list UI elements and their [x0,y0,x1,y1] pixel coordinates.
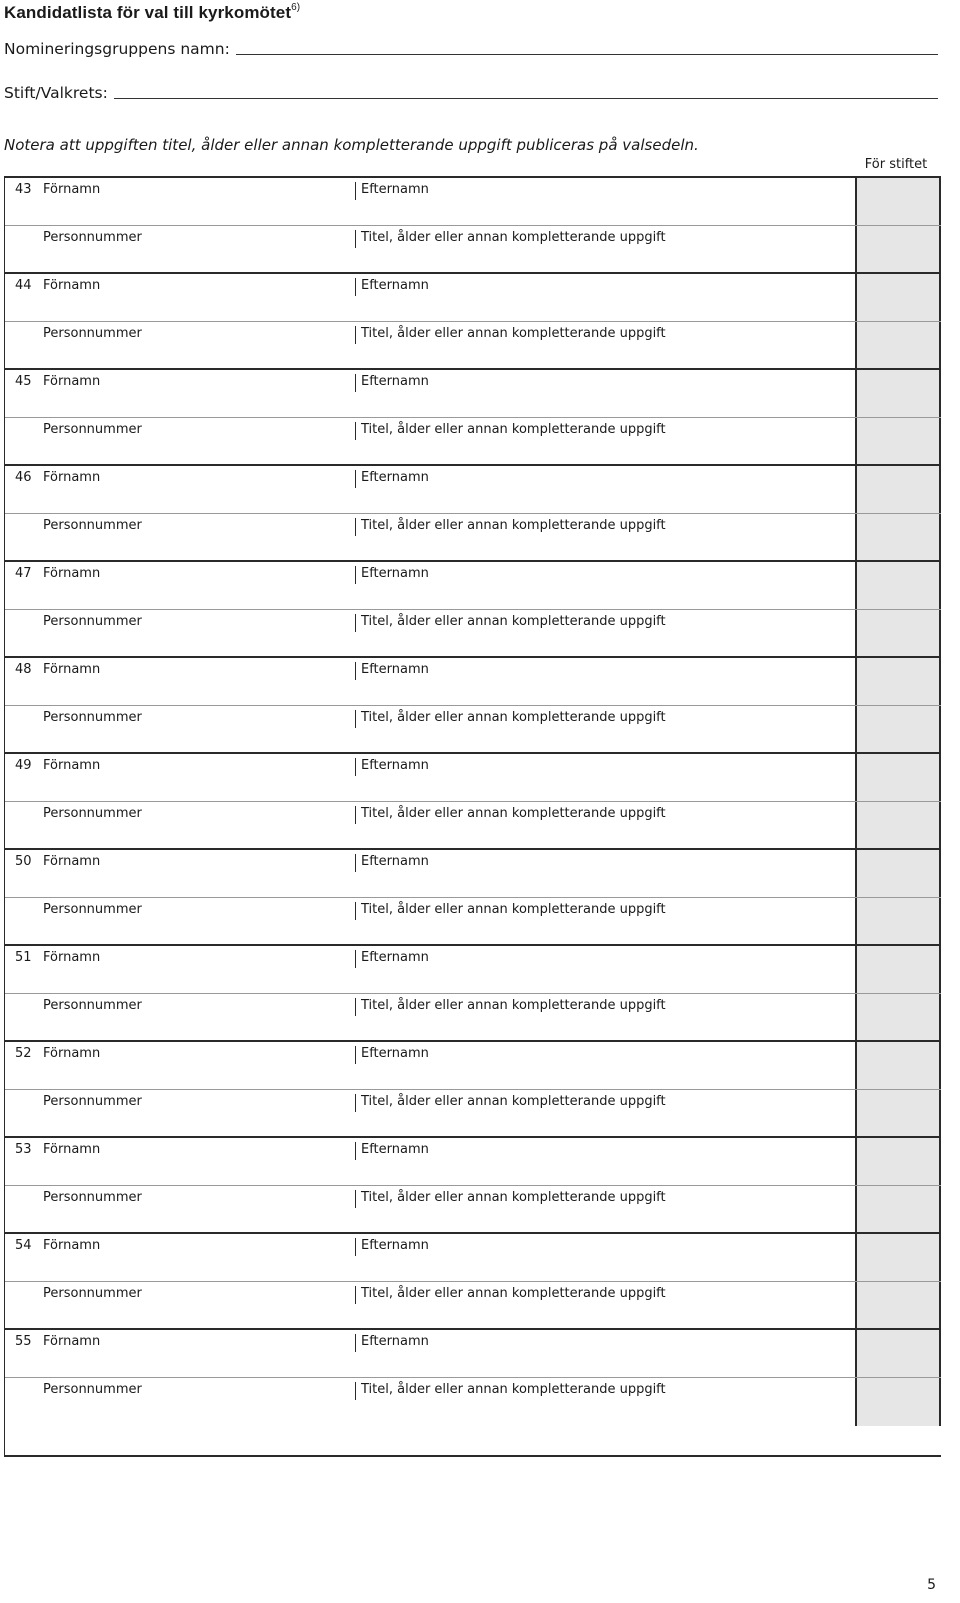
diocese-label: Stift/Valkrets: [4,84,108,102]
candidate-number: 51 [15,950,32,965]
personal-number-label: Personnummer [43,1286,142,1301]
form-title [4,2,300,23]
extra-info-label: Titel, ålder eller annan kompletterande uppgift [361,1382,666,1397]
name-row [5,370,941,418]
office-use-cell [855,610,941,656]
candidate-number: 48 [15,662,32,677]
first-name-label: Förnamn [43,278,101,293]
last-name-label: Efternamn [361,182,429,197]
last-name-label: Efternamn [361,566,429,581]
personal-number-field[interactable] [5,898,355,944]
extra-info-label: Titel, ålder eller annan kompletterande uppgift [361,518,666,533]
name-row [5,1330,941,1378]
office-use-cell [855,514,941,560]
detail-row [5,994,941,1042]
first-name-label: Förnamn [43,758,101,773]
page-number: 5 [927,1577,936,1593]
extra-info-field[interactable] [355,1094,853,1112]
extra-info-field[interactable] [355,998,853,1016]
candidate-entry [5,754,941,850]
form-title-text: Kandidatlista för val till kyrkomötet [4,3,292,22]
last-name-field[interactable] [355,1238,853,1256]
personal-number-field[interactable] [5,802,355,848]
personal-number-label: Personnummer [43,1094,142,1109]
candidate-entry [5,850,941,946]
personal-number-field[interactable] [5,1378,355,1426]
last-name-label: Efternamn [361,470,429,485]
extra-info-field[interactable] [355,326,853,344]
candidate-grid [4,176,941,1457]
last-name-field[interactable] [355,374,853,392]
last-name-field[interactable] [355,662,853,680]
name-row [5,1234,941,1282]
name-row [5,1138,941,1186]
title-footnote: 6) [291,2,301,13]
extra-info-label: Titel, ålder eller annan kompletterande uppgift [361,710,666,725]
detail-row [5,418,941,466]
personal-number-field[interactable] [5,1090,355,1136]
last-name-field[interactable] [355,758,853,776]
personal-number-label: Personnummer [43,902,142,917]
last-name-label: Efternamn [361,1334,429,1349]
detail-row [5,706,941,754]
personal-number-field[interactable] [5,994,355,1040]
name-row [5,466,941,514]
office-use-cell [855,1090,941,1136]
office-use-cell [855,370,941,417]
candidate-number: 46 [15,470,32,485]
first-name-field[interactable] [5,370,355,417]
first-name-label: Förnamn [43,1046,101,1061]
last-name-field[interactable] [355,566,853,584]
extra-info-label: Titel, ålder eller annan kompletterande uppgift [361,1190,666,1205]
last-name-label: Efternamn [361,758,429,773]
personal-number-field[interactable] [5,322,355,368]
detail-row [5,1282,941,1330]
personal-number-label: Personnummer [43,1190,142,1205]
detail-row [5,1090,941,1138]
name-row [5,1042,941,1090]
extra-info-field[interactable] [355,806,853,824]
diocese-row [4,84,938,102]
last-name-label: Efternamn [361,854,429,869]
first-name-label: Förnamn [43,1238,101,1253]
extra-info-field[interactable] [355,1190,853,1208]
extra-info-field[interactable] [355,710,853,728]
extra-info-label: Titel, ålder eller annan kompletterande uppgift [361,902,666,917]
office-use-cell [855,418,941,464]
personal-number-field[interactable] [5,226,355,272]
office-use-cell [855,322,941,368]
detail-row [5,322,941,370]
name-row [5,562,941,610]
extra-info-field[interactable] [355,1382,853,1400]
first-name-field[interactable] [5,178,355,225]
first-name-label: Förnamn [43,566,101,581]
office-use-cell [855,226,941,272]
extra-info-label: Titel, ålder eller annan kompletterande uppgift [361,326,666,341]
candidate-entry [5,1330,941,1426]
detail-row [5,898,941,946]
first-name-field[interactable] [5,274,355,321]
first-name-label: Förnamn [43,854,101,869]
candidate-number: 49 [15,758,32,773]
extra-info-field[interactable] [355,614,853,632]
office-use-cell [855,178,941,225]
candidate-number: 47 [15,566,32,581]
office-use-cell [855,850,941,897]
personal-number-field[interactable] [5,706,355,752]
candidate-entry [5,1138,941,1234]
candidate-number: 53 [15,1142,32,1157]
extra-info-label: Titel, ålder eller annan kompletterande uppgift [361,614,666,629]
detail-row [5,802,941,850]
office-use-cell [855,562,941,609]
personal-number-label: Personnummer [43,1382,142,1397]
office-use-cell [855,1330,941,1377]
personal-number-label: Personnummer [43,710,142,725]
extra-info-field[interactable] [355,230,853,248]
detail-row [5,226,941,274]
first-name-label: Förnamn [43,662,101,677]
last-name-field[interactable] [355,278,853,296]
first-name-field[interactable] [5,1042,355,1089]
last-name-field[interactable] [355,1046,853,1064]
first-name-label: Förnamn [43,950,101,965]
candidate-entry [5,370,941,466]
office-use-cell [855,1282,941,1328]
office-use-cell [855,1042,941,1089]
name-row [5,850,941,898]
office-use-cell [855,802,941,848]
extra-info-label: Titel, ålder eller annan kompletterande uppgift [361,230,666,245]
candidate-number: 43 [15,182,32,197]
extra-info-field[interactable] [355,422,853,440]
extra-info-label: Titel, ålder eller annan kompletterande uppgift [361,422,666,437]
last-name-field[interactable] [355,182,853,200]
extra-info-field[interactable] [355,1286,853,1304]
office-use-cell [855,994,941,1040]
office-use-cell [855,1138,941,1185]
first-name-field[interactable] [5,1234,355,1281]
last-name-label: Efternamn [361,950,429,965]
extra-info-field[interactable] [355,518,853,536]
candidate-number: 50 [15,854,32,869]
candidate-entry [5,178,941,274]
publication-note: Notera att uppgiften titel, ålder eller annan kompletterande uppgift publiceras på valsedeln. [4,136,699,154]
personal-number-label: Personnummer [43,518,142,533]
personal-number-label: Personnummer [43,230,142,245]
first-name-label: Förnamn [43,182,101,197]
office-column-label: För stiftet [864,157,928,172]
last-name-label: Efternamn [361,278,429,293]
first-name-field[interactable] [5,1330,355,1377]
name-row [5,274,941,322]
first-name-field[interactable] [5,850,355,897]
last-name-label: Efternamn [361,1046,429,1061]
name-row [5,754,941,802]
last-name-field[interactable] [355,1142,853,1160]
office-use-cell [855,1234,941,1281]
extra-info-label: Titel, ålder eller annan kompletterande uppgift [361,998,666,1013]
first-name-field[interactable] [5,466,355,513]
office-use-cell [855,274,941,321]
group-name-field[interactable] [236,53,938,55]
last-name-field[interactable] [355,1334,853,1352]
candidate-number: 55 [15,1334,32,1349]
candidate-entry [5,658,941,754]
detail-row [5,1378,941,1426]
office-use-cell [855,898,941,944]
name-row [5,946,941,994]
last-name-field[interactable] [355,854,853,872]
name-row [5,658,941,706]
office-use-cell [855,658,941,705]
last-name-label: Efternamn [361,374,429,389]
office-use-cell [855,1378,941,1426]
personal-number-label: Personnummer [43,614,142,629]
detail-row [5,1186,941,1234]
last-name-label: Efternamn [361,662,429,677]
candidate-entry [5,562,941,658]
candidate-entry [5,946,941,1042]
office-use-cell [855,1186,941,1232]
extra-info-label: Titel, ålder eller annan kompletterande uppgift [361,1094,666,1109]
personal-number-field[interactable] [5,610,355,656]
extra-info-label: Titel, ålder eller annan kompletterande uppgift [361,806,666,821]
first-name-field[interactable] [5,658,355,705]
personal-number-field[interactable] [5,1186,355,1232]
candidate-number: 52 [15,1046,32,1061]
detail-row [5,610,941,658]
first-name-label: Förnamn [43,1334,101,1349]
office-use-cell [855,754,941,801]
personal-number-label: Personnummer [43,326,142,341]
first-name-field[interactable] [5,562,355,609]
extra-info-label: Titel, ålder eller annan kompletterande uppgift [361,1286,666,1301]
group-name-row [4,40,938,58]
personal-number-field[interactable] [5,418,355,464]
candidate-number: 54 [15,1238,32,1253]
candidate-entry [5,1042,941,1138]
personal-number-field[interactable] [5,1282,355,1328]
office-use-cell [855,946,941,993]
first-name-field[interactable] [5,1138,355,1185]
candidate-entry [5,274,941,370]
office-use-cell [855,706,941,752]
personal-number-label: Personnummer [43,998,142,1013]
candidate-number: 44 [15,278,32,293]
candidate-entry [5,466,941,562]
first-name-label: Förnamn [43,470,101,485]
last-name-field[interactable] [355,470,853,488]
personal-number-field[interactable] [5,514,355,560]
detail-row [5,514,941,562]
first-name-field[interactable] [5,946,355,993]
last-name-label: Efternamn [361,1142,429,1157]
first-name-field[interactable] [5,754,355,801]
extra-info-field[interactable] [355,902,853,920]
name-row [5,178,941,226]
diocese-field[interactable] [114,97,938,99]
personal-number-label: Personnummer [43,422,142,437]
first-name-label: Förnamn [43,1142,101,1157]
candidate-entry [5,1234,941,1330]
group-name-label: Nomineringsgruppens namn: [4,40,230,58]
office-use-cell [855,466,941,513]
candidate-number: 45 [15,374,32,389]
last-name-label: Efternamn [361,1238,429,1253]
first-name-label: Förnamn [43,374,101,389]
personal-number-label: Personnummer [43,806,142,821]
last-name-field[interactable] [355,950,853,968]
